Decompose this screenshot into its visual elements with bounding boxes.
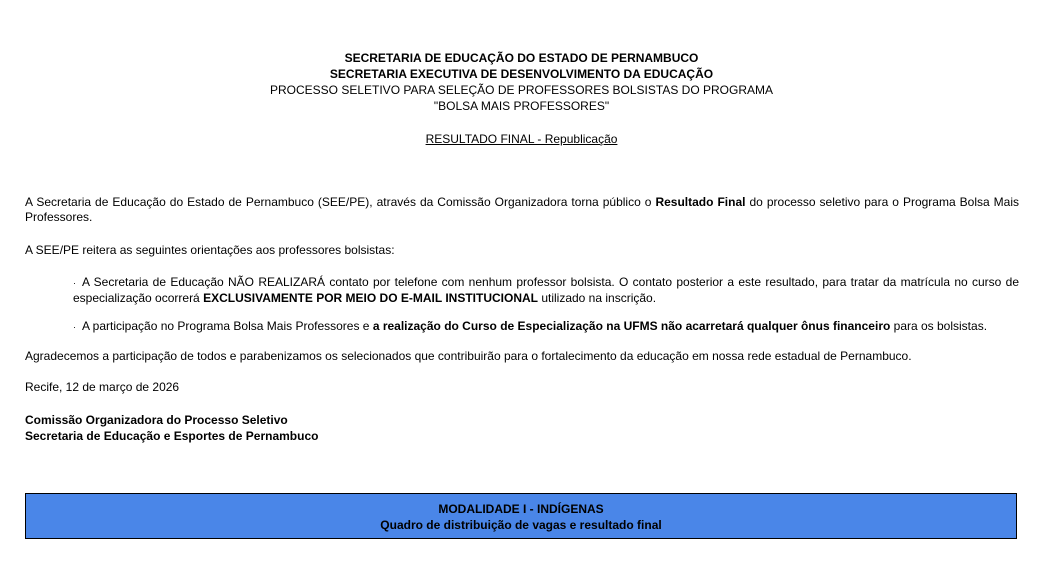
bullet2-text-before: A participação no Programa Bolsa Mais Professores e	[82, 319, 373, 333]
modality-header-box	[25, 493, 1017, 539]
bullet2-text-bold: a realização do Curso de Especialização na UFMS não acarretará qualquer ônus financeiro	[372, 319, 891, 333]
bullet-dot-icon: ·	[73, 322, 76, 332]
result-title: RESULTADO FINAL - Republicação	[425, 132, 618, 146]
reiterates-paragraph: A SEE/PE reitera as seguintes orientações aos professores bolsistas:	[25, 243, 395, 257]
bullet-item-cost	[73, 319, 1019, 335]
intro-paragraph	[25, 195, 1019, 225]
place-date: Recife, 12 de março de 2026	[25, 380, 180, 394]
bullet1-text-before: A Secretaria de Educação NÃO REALIZARÁ contato por telefone com nenhum professor bolsista. O contato posterior a este resultado, para tratar da matrícula no curso de especialização ocorrerá	[73, 275, 1019, 305]
signature-line-secretaria: Secretaria de Educação e Esportes de Pernambuco	[25, 429, 319, 443]
intro-text-before: A Secretaria de Educação do Estado de Pernambuco (SEE/PE), através da Comissão Organizadora torna público o	[25, 195, 656, 209]
bullet-item-contact	[73, 275, 1019, 306]
signature-block	[25, 412, 318, 444]
bullet1-text-after: utilizado na inscrição.	[537, 291, 657, 305]
bullet1-text-bold: EXCLUSIVAMENTE POR MEIO DO E-MAIL INSTITUCIONAL	[203, 291, 538, 305]
bullet2-text-after: para os bolsistas.	[890, 319, 988, 333]
header-line-processo: PROCESSO SELETIVO PARA SELEÇÃO DE PROFESSORES BOLSISTAS DO PROGRAMA	[269, 83, 774, 97]
modality-subtitle: Quadro de distribuição de vagas e resultado final	[380, 518, 662, 532]
intro-text-after: do processo seletivo para o Programa Bolsa Mais Professores.	[25, 195, 1020, 224]
header-line-programa: "BOLSA MAIS PROFESSORES"	[433, 99, 610, 113]
intro-text-bold: Resultado Final	[655, 195, 746, 209]
header-line-secretaria: SECRETARIA DE EDUCAÇÃO DO ESTADO DE PERNAMBUCO	[344, 51, 699, 65]
header-line-secretaria-executiva: SECRETARIA EXECUTIVA DE DESENVOLVIMENTO DA EDUCAÇÃO	[329, 67, 714, 81]
bullet-dot-icon: ·	[73, 278, 76, 288]
signature-line-commission: Comissão Organizadora do Processo Seletivo	[25, 413, 288, 427]
modality-title: MODALIDADE I - INDÍGENAS	[438, 502, 604, 516]
document-header	[0, 50, 1043, 114]
thanks-paragraph: Agradecemos a participação de todos e parabenizamos os selecionados que contribuirão para o fortalecimento da educação em nossa rede estadual de Pernambuco.	[25, 349, 912, 363]
